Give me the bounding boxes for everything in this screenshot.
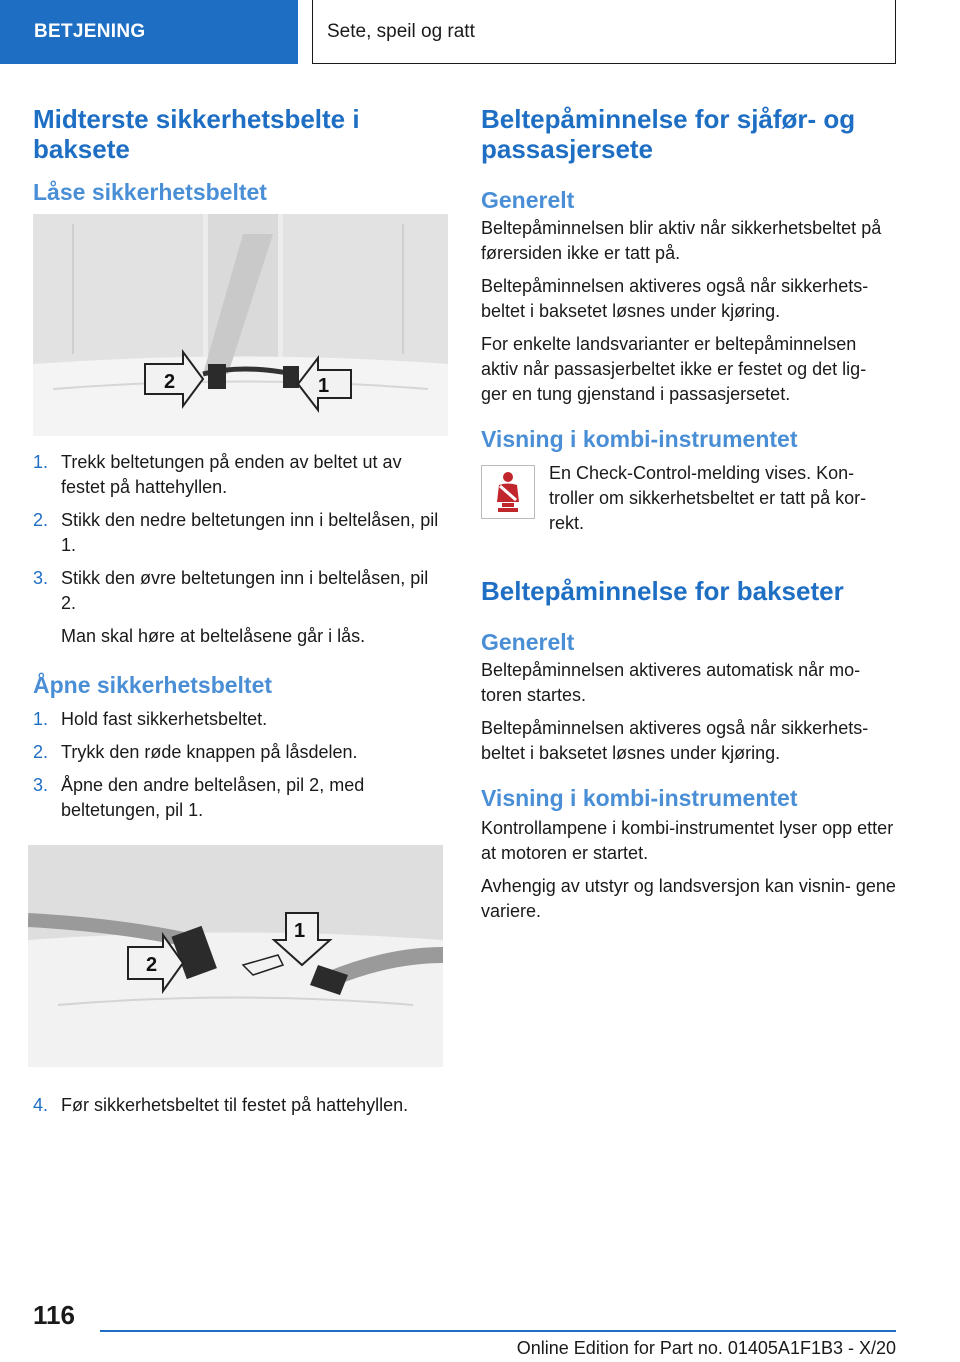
heading-lock-belt: Låse sikkerhetsbeltet: [33, 179, 267, 205]
fig1-label-2: 2: [164, 371, 176, 393]
section-title-front-reminder: Beltepåminnelse for sjåfør- og passasjersete: [481, 104, 856, 164]
rear-seat-belt-lock-illustration: [33, 214, 448, 436]
list-item: 1. Hold fast sikkerhetsbeltet.: [33, 709, 268, 729]
seatbelt-warning-icon: [481, 465, 535, 519]
footer-divider: [100, 1330, 896, 1332]
right-column: [481, 104, 896, 932]
general-para-2: Beltepåminnelsen aktiveres også når sikkerhets- beltet i baksetet løsnes under kjøring.: [481, 276, 869, 321]
fig2-label-1: 1: [294, 920, 306, 942]
list-item: 3. Åpne den andre beltelåsen, pil 2, med beltetungen, pil 1.: [33, 775, 365, 820]
chapter-title: Sete, speil og ratt: [327, 20, 475, 42]
header-chapter: [312, 0, 896, 64]
open-steps-list: [33, 707, 448, 823]
list-item: 2. Stikk den nedre beltetungen inn i beltelåsen, pil 1.: [33, 510, 439, 555]
footer-edition: Online Edition for Part no. 01405A1F1B3 - X/20: [516, 1338, 896, 1358]
page-number: 116: [33, 1300, 75, 1330]
section-title-rear-reminder: Beltepåminnelse for bakseter: [481, 576, 844, 606]
list-item: 2. Trykk den røde knappen på låsdelen.: [33, 742, 358, 762]
heading-general: Generelt: [481, 187, 575, 213]
heading-open-belt: Åpne sikkerhetsbeltet: [33, 672, 273, 698]
rear-general-para-2: Beltepåminnelsen aktiveres også når sikkerhets- beltet i baksetet løsnes under kjøring.: [481, 718, 869, 763]
rear-general-para-1: Beltepåminnelsen aktiveres automatisk når mo- toren startes.: [481, 660, 861, 705]
general-para-3: For enkelte landsvarianter er beltepåminnelsen aktiv når passasjerbeltet ikke er festet og det lig- ger en tung gjenstand i passasjersetet.: [481, 334, 867, 404]
section-title-middle-belt: Midterste sikkerhetsbelte i baksete: [33, 104, 360, 164]
rear-display-para-1: Kontrollampene i kombi-instrumentet lyser opp etter at motoren er startet.: [481, 818, 894, 863]
heading-rear-display: Visning i kombi-instrumentet: [481, 785, 798, 811]
display-text: En Check-Control-melding vises. Kon- troller om sikkerhetsbeltet er tatt på kor- rekt.: [549, 463, 867, 533]
heading-rear-general: Generelt: [481, 629, 575, 655]
header-section: BETJENING: [0, 0, 298, 64]
fig2-label-2: 2: [146, 954, 158, 976]
heading-display: Visning i kombi-instrumentet: [481, 426, 798, 452]
general-para-1: Beltepåminnelsen blir aktiv når sikkerhetsbeltet på førersiden ikke er tatt på.: [481, 218, 882, 263]
rear-seat-belt-open-illustration: [28, 845, 443, 1067]
final-step-list: [33, 1093, 448, 1118]
lock-steps-list: [33, 450, 448, 616]
list-item: 4. Før sikkerhetsbeltet til festet på hattehyllen.: [33, 1095, 409, 1115]
rear-display-para-2: Avhengig av utstyr og landsversjon kan visnin- gene variere.: [481, 876, 896, 921]
lock-note: Man skal høre at beltelåsene går i lås.: [61, 626, 366, 646]
list-item: 1. Trekk beltetungen på enden av beltet ut av festet på hattehyllen.: [33, 452, 402, 497]
display-row: [481, 461, 896, 536]
left-column: [33, 104, 448, 1126]
fig1-label-1: 1: [318, 375, 330, 397]
list-item: 3. Stikk den øvre beltetungen inn i beltelåsen, pil 2.: [33, 568, 429, 613]
